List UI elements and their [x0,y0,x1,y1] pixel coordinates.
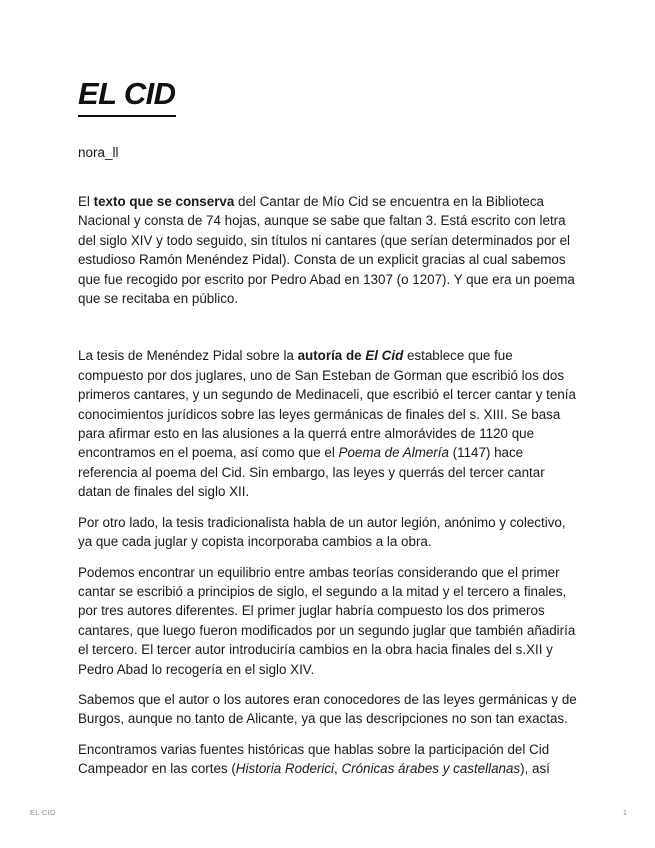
paragraph-authorship [78,346,580,501]
document-title: EL CID [78,76,176,111]
text-run: establece que fue compuesto por dos juglares, uno de San Esteban de Gorman que escribió los dos primeros cantares, y un segundo de Medinaceli, que escribió el tercer cantar y tenía conocimientos jurídicos sobre las leyes germánicas de finales del s. XIII. Se basa para afirmar esto en las alusiones a la querrá entre almorávides de 1120 que encontramos en el poema, así como que el [78,348,576,461]
italic-text-run: Crónicas árabes y castellanas [341,761,521,777]
text-run: Encontramos varias fuentes históricas que hablas sobre la participación del Cid Campeador en las cortes ( [78,741,550,777]
text-run: La tesis de Menéndez Pidal sobre la [78,348,298,364]
author-name: nora_ll [78,145,119,160]
text-run: , [334,761,342,777]
footer-document-title: EL CID [30,808,56,817]
paragraph-historical-sources [78,740,580,779]
italic-text-run: Historia Roderici [235,761,335,777]
text-run: El [78,194,94,209]
bold-italic-text-run: El Cid [365,348,404,364]
bold-text-run: texto que se conserva [93,194,235,209]
paragraph-traditionalist-thesis: Por otro lado, la tesis tradicionalista habla de un autor legión, anónimo y colectivo, ya que cada juglar y copista incorporaba cambios a la obra. [78,514,566,550]
paragraph-author-knowledge: Sabemos que el autor o los autores eran conocedores de las leyes germánicas y de Burgos, aunque no tanto de Alicante, ya que las descripciones no son tan exactas. [78,691,577,727]
italic-text-run: Poema de Almería [338,445,449,461]
footer-page-number: 1 [622,808,627,817]
text-run: del Cantar de Mío Cid se encuentra en la Biblioteca Nacional y consta de 74 hojas, aunque se sabe que faltan 3. Está escrito con letra del siglo XIV y todo seguido, sin títulos ni cantares (que serían determinados por el estudioso Ramón Menéndez Pidal). Consta de un explicit gracias al cual sabemos que fue recogido por escrito por Pedro Abad en 1307 (o 1207). Y que era un poema que se recitaba en público. [78,194,575,307]
title-underline [78,115,176,117]
document-body [78,192,580,790]
text-run: ), así [520,761,550,777]
bold-text-run: autoría de [297,348,366,364]
text-run: (1147) hace referencia al poema del Cid. Sin embargo, las leyes y querrás del tercer cantar datan de finales del siglo XII. [78,445,545,500]
paragraph-text-conservation [78,192,580,308]
paragraph-balance-theories: Podemos encontrar un equilibrio entre ambas teorías considerando que el primer cantar se escribió a principios de siglo, el segundo a la mitad y el tercero a finales, por tres autores diferentes. El primer juglar habría compuesto los dos primeros cantares, que luego fueron modificados por un segundo juglar que también añadiría el tercero. El tercer autor introduciría cambios en la obra hacia finales del s.XII y Pedro Abad lo recogería en el siglo XIV. [78,564,576,677]
